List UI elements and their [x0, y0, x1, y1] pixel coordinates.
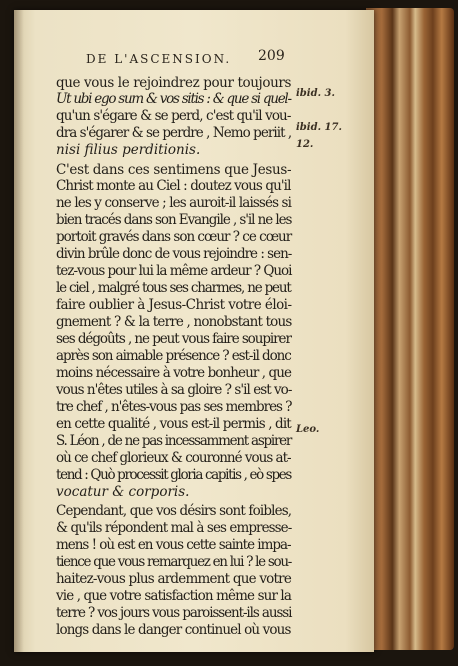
running-head: DE L'ASCENSION. [86, 52, 232, 66]
text-line: le ciel , malgré tous ses charmes, ne peut [56, 280, 291, 296]
text-line: S. Léon , de ne pas incessamment aspirer [56, 433, 292, 449]
text-line: haitez-vous plus ardemment que votre [56, 571, 292, 587]
text-line: ses dégoûts , ne peut vous faire soupirer [56, 331, 291, 347]
text-line: gnement ? & la terre , nonobstant tous [56, 314, 292, 330]
text-line: que vous le rejoindrez pour toujours [56, 75, 291, 91]
text-line: faire oublier à Jesus-Christ votre éloi- [56, 297, 292, 313]
text-line: tend : Quò processit gloria capitis , eò spes [56, 467, 291, 483]
text-line: nisi filius perditionis. [56, 142, 201, 158]
text-line: vous n'êtes utiles à sa gloire ? s'il est vo- [56, 382, 292, 398]
text-line: & qu'ils répondent mal à ses empresse- [56, 520, 292, 536]
page-number: 209 [258, 48, 285, 64]
text-line: dra s'égarer & se perdre , Nemo periit , [56, 125, 292, 141]
text-line: après son aimable présence ? est-il donc [56, 348, 291, 364]
text-line: Christ monte au Ciel : doutez vous qu'il [56, 178, 291, 194]
text-line: en cette qualité , vous est-il permis , dit [56, 416, 291, 432]
text-line: bien tracés dans son Evangile , s'il ne les [56, 212, 292, 228]
text-line: longs dans le danger continuel où vous [56, 622, 291, 638]
text-line: vie , que votre satisfaction même sur la [56, 588, 292, 604]
text-line: divin brûle donc de vous rejoindre : sen- [56, 246, 292, 262]
margin-note: Leo. [296, 424, 320, 435]
text-line: tience que vous remarquez en lui ? le sou- [56, 554, 292, 570]
margin-note: 12. [296, 139, 314, 150]
margin-note: ibid. 17. [296, 122, 342, 133]
page-edges [366, 8, 454, 650]
text-line: portoit gravés dans son cœur ? ce cœur [56, 229, 292, 245]
text-line: moins nécessaire à votre bonheur , que [56, 365, 292, 381]
gutter-shadow [14, 10, 24, 652]
text-line: C'est dans ces sentimens que Jesus- [56, 162, 292, 178]
text-line: Cependant, que vos désirs sont foibles, [56, 503, 292, 519]
margin-note: ibid. 3. [296, 88, 335, 99]
text-line: où ce chef glorieux & couronné vous at- [56, 450, 291, 466]
text-line: tez-vous pour lui la même ardeur ? Quoi [56, 263, 292, 279]
text-line: vocatur & corporis. [56, 484, 190, 500]
text-line: terre ? vos jours vous paroissent-ils aussi [56, 605, 292, 621]
text-line: mens ! où est en vous cette sainte impa- [56, 537, 291, 553]
text-line: tre chef , n'êtes-vous pas ses membres ? [56, 399, 292, 415]
text-line: Ut ubi ego sum & vos sitis : & que si quel- [56, 91, 291, 107]
text-line: ne les y conserve ; les auroit-il laissés si [56, 195, 291, 211]
text-line: qu'un s'égare & se perd, c'est qu'il vou- [56, 108, 291, 124]
